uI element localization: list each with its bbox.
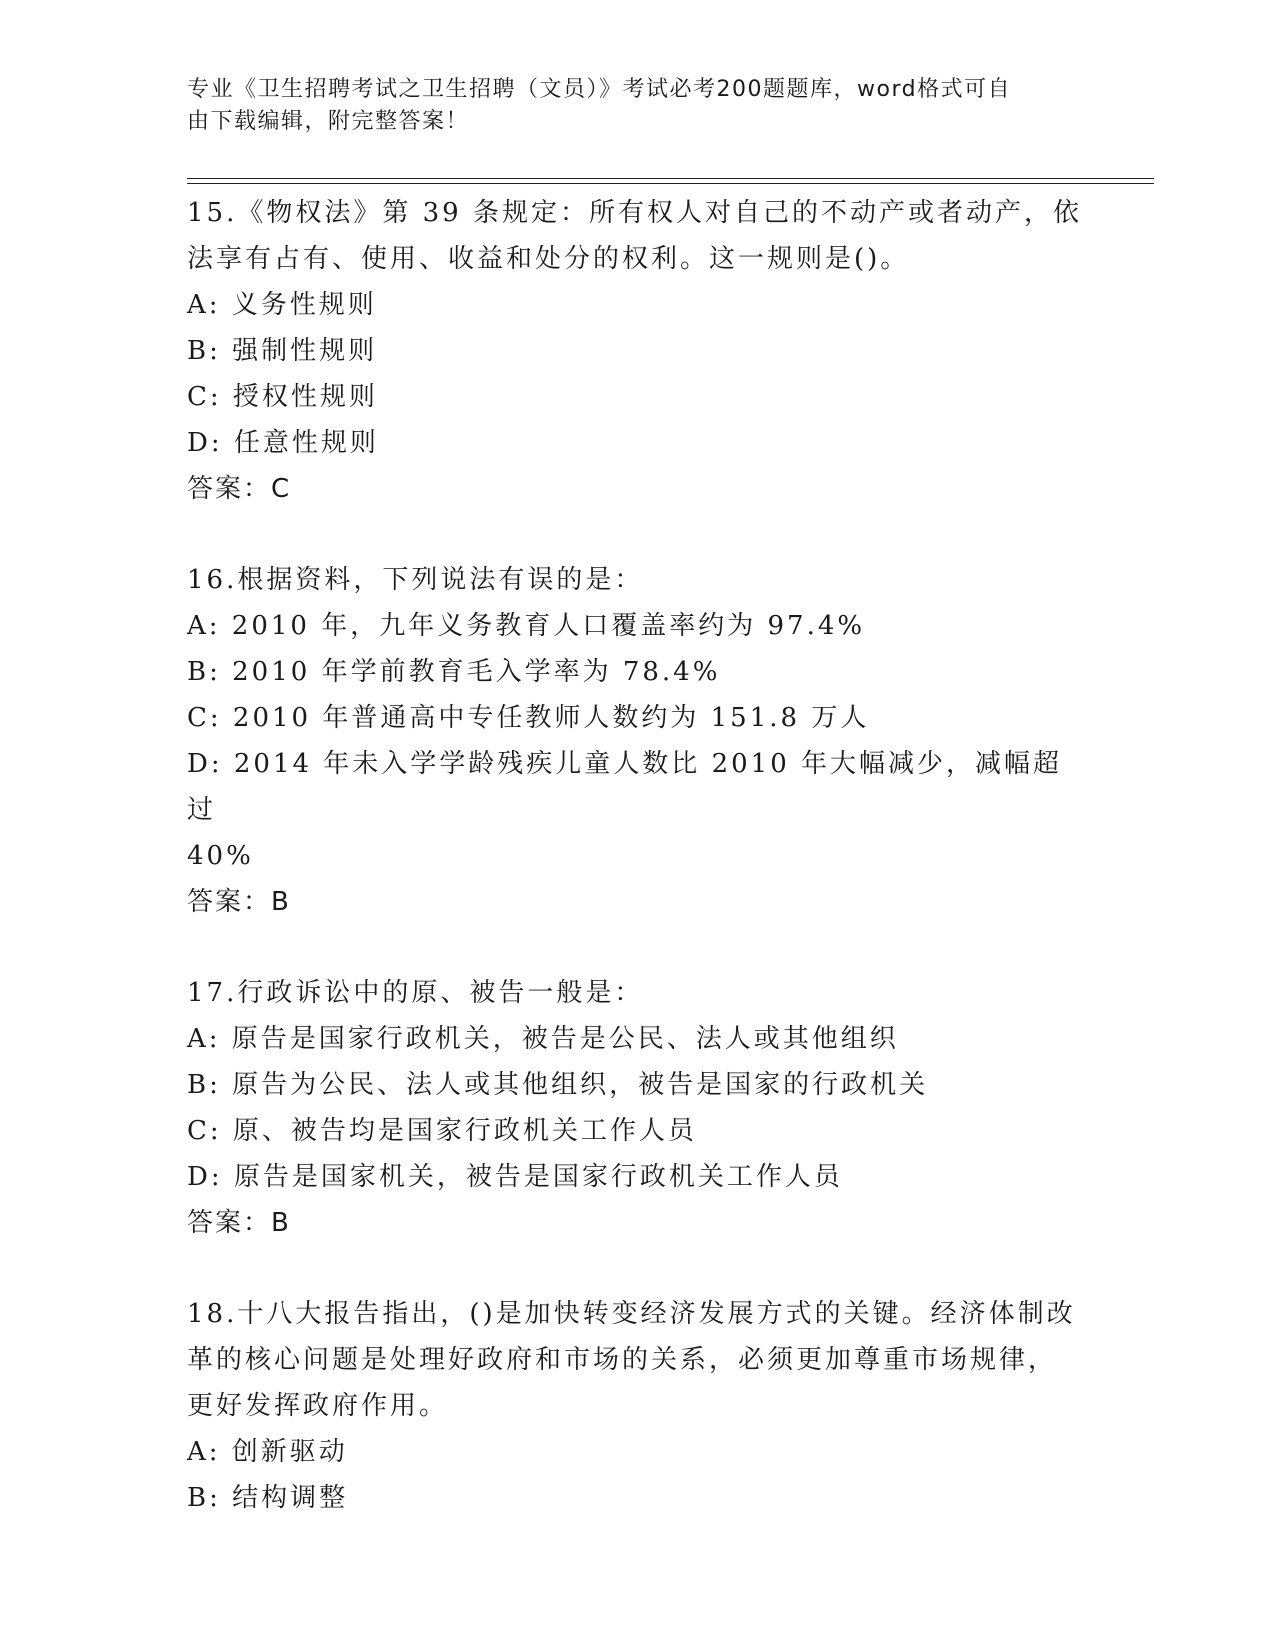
answer: 答案：B <box>187 1208 291 1238</box>
question-text: 16.根据资料，下列说法有误的是： <box>187 565 644 595</box>
answer: 答案：B <box>187 887 291 917</box>
spacer <box>187 925 1087 970</box>
header-line-1: 专业《卫生招聘考试之卫生招聘（文员）》考试必考200题题库，word格式可自 <box>187 77 1012 102</box>
question-text: 15.《物权法》第 39 条规定：所有权人对自己的不动产或者动产，依 <box>187 198 1082 228</box>
option-c: C: 2010 年普通高中专任教师人数约为 151.8 万人 <box>187 703 870 733</box>
option-d: D: 2014 年未入学学龄残疾儿童人数比 2010 年大幅减少，减幅超过 <box>187 749 1063 825</box>
question-15 <box>187 190 1087 512</box>
option-b: B: 原告为公民、法人或其他组织，被告是国家的行政机关 <box>187 1070 929 1100</box>
question-text: 18.十八大报告指出，()是加快转变经济发展方式的关键。经济体制改 <box>187 1299 1076 1329</box>
option-b: B: 强制性规则 <box>187 336 378 366</box>
spacer <box>187 1246 1087 1291</box>
option-d: D: 原告是国家机关，被告是国家行政机关工作人员 <box>187 1162 843 1192</box>
document-header <box>187 74 1067 138</box>
option-b: B: 2010 年学前教育毛入学率为 78.4% <box>187 657 721 687</box>
option-a: A: 创新驱动 <box>187 1437 348 1467</box>
question-text: 法享有占有、使用、收益和处分的权利。这一规则是()。 <box>187 244 910 274</box>
spacer <box>187 512 1087 557</box>
option-c: C: 授权性规则 <box>187 382 378 412</box>
question-text: 17.行政诉讼中的原、被告一般是： <box>187 978 644 1008</box>
question-list <box>187 190 1087 1521</box>
question-text: 革的核心问题是处理好政府和市场的关系，必须更加尊重市场规律， <box>187 1345 1058 1375</box>
header-divider-top <box>187 178 1154 179</box>
answer: 答案：C <box>187 474 292 504</box>
option-a: A: 原告是国家行政机关，被告是公民、法人或其他组织 <box>187 1024 899 1054</box>
option-a: A: 义务性规则 <box>187 290 377 320</box>
option-a: A: 2010 年，九年义务教育人口覆盖率约为 97.4% <box>187 611 866 641</box>
option-d: D: 任意性规则 <box>187 428 379 458</box>
question-17 <box>187 970 1087 1246</box>
question-text: 更好发挥政府作用。 <box>187 1391 449 1421</box>
question-18 <box>187 1291 1087 1521</box>
question-16 <box>187 557 1087 925</box>
header-divider-bottom <box>187 183 1154 184</box>
header-line-2: 由下载编辑，附完整答案！ <box>187 109 470 134</box>
option-d-continued: 40% <box>187 841 254 871</box>
option-c: C: 原、被告均是国家行政机关工作人员 <box>187 1116 697 1146</box>
option-b: B: 结构调整 <box>187 1483 349 1513</box>
